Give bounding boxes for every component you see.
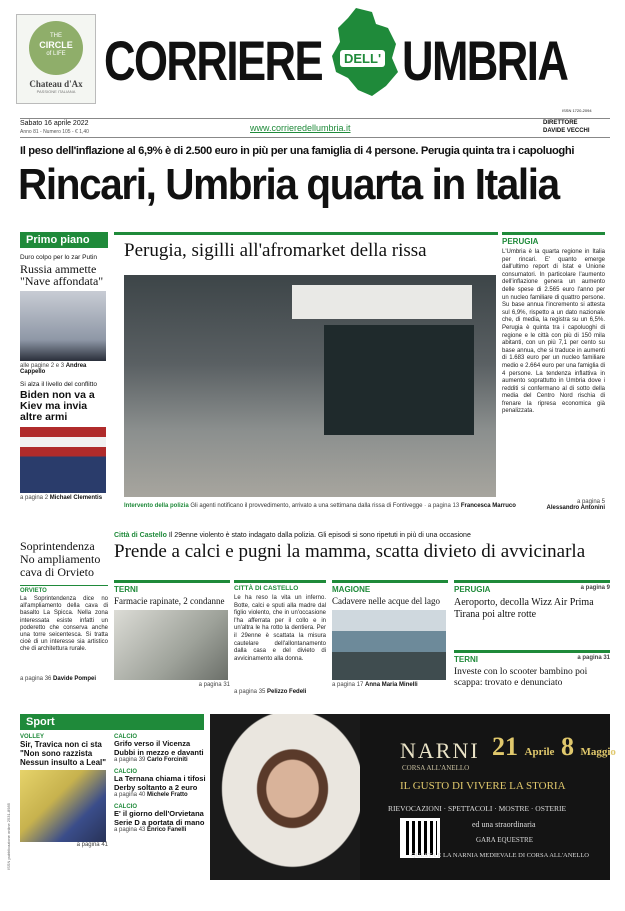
magione-label: MAGIONE — [332, 580, 448, 594]
primo-piano-kicker-1: Duro colpo per lo zar Putin — [20, 254, 97, 261]
magione-story: MAGIONE Cadavere nelle acque del lago a pagina 17 Anna Maria Minelli — [332, 580, 448, 688]
castello-story: Città di Castello Il 29enne violento è stato indagato dalla polizia. Gli episodi si sono ripetuti in più di una occasione Prende a calci e pugni la mamma, scatta divieto di avvicinarla — [114, 532, 610, 563]
main-headline: Rincari, Umbria quarta in Italia — [18, 160, 559, 209]
terni-title-2[interactable]: Investe con lo scooter bambino poi scappa: trovato e denunciato — [454, 667, 588, 688]
volley-photo — [20, 770, 106, 842]
subheadline: Il peso dell'inflazione al 6,9% è di 2.500 euro in più per una famiglia di 4 persone. Perugia quinta tra i capoluoghi — [20, 145, 575, 157]
logo-word-umbria: UMBRIA — [402, 29, 568, 92]
primo-piano-title-2[interactable]: Biden non va a Kiev ma invia altre armi — [20, 389, 95, 423]
logo-word-dell: DELL' — [340, 50, 385, 67]
narni-ad[interactable]: NARNI CORSA ALL'ANELLO 21 Aprile 8 Maggio IL GUSTO DI VIVERE LA STORIA RIEVOCAZIONI · SPETTACOLI · MOSTRE · OSTERIE ed una straordinaria GARA EQUESTRE QUESTA È LA NARNIA MEDIEVALE DI CORSA ALL'ANELLO — [210, 714, 610, 880]
perugia-label: PERUGIA — [502, 237, 539, 246]
side-strip: ISSN pubblicazione online 2531-8985 — [6, 803, 11, 870]
circle-of-life-logo: THE CIRCLE of LIFE — [29, 21, 83, 75]
primo-piano-column: Primo piano Duro colpo per lo zar Putin Russia ammette "Nave affondata" alle pagine 2 e 3 Andrea Cappello Si alza il livello del conflitto Biden non va a Kiev ma invia altre armi a pagina 2 Michael Clementis — [20, 232, 108, 530]
terni-title-1[interactable]: Farmacie rapinate, 2 condanne — [114, 596, 225, 606]
center-story-title[interactable]: Perugia, sigilli all'afromarket della rissa — [124, 240, 427, 261]
terni-story-1: TERNI Farmacie rapinate, 2 condanne a pagina 31 — [114, 580, 230, 688]
sport-section: Sport VOLLEY Sir, Travica non ci sta "Non sono razzista Nessun insulto a Leal" a pagina 41 CALCIO Grifo verso il Vicenza Dubbi in mezzo e davanti a pagina 39 Carlo Forciniti CALCIO La Ternana chiama i tifosi Derby soltanto a 2 euro a pagina 40 Michele Fratto CALCIO E' il giorno dell'Orvietana Serie D a portata di mano a pagina 43 Enrico Fanelli — [20, 716, 206, 848]
castello-label-2: CITTÀ DI CASTELLO — [234, 580, 326, 592]
sport-label: Sport — [20, 714, 204, 730]
perugia-body: L'Umbria è la quarta regione in Italia per rincari. E' quanto emerge dall'ultimo report di Istat e Unione consumatori. In particolare l'aumento dell'inflazione genera un aumento delle spese di 2.565 euro l'anno per un nucleo familiare di quattro persone. Su base annua l'incremento si attesta sul 6,9%, rispetto a un dato nazionale che, di media, la registra su un 6,5%. Perugia è quinta tra i capoluoghi di regione e le città con più di 150 mila abitanti, con un più 7,1 per cento su base annua, che si traduce in aumenti di 1.683 euro per un nucleo familiare medio e 2.664 euro per una famiglia di 4 persone. La tendenza inflattiva in aumento soprattutto in Umbria dove i redditi si confermano al di sotto della media del Centro Nord rischia di frenare la ripresa economica già penalizzata. — [502, 249, 605, 415]
castello-story-2: CITTÀ DI CASTELLO Le ha reso la vita un inferno. Botte, calci e sputi alla madre dal figlio violento, che in un'occasione l'ha afferrata per il collo e in un'altra le ha rotto la dentiera. Per il 29enne è scattata la misura cautelare dell'allontanamento dalla casa e del divieto di avvicinamento alla donna. a pagina 35 Pelizzo Fedeli — [234, 580, 326, 695]
medieval-woman-image — [210, 714, 360, 880]
perugia-story-2 — [454, 580, 610, 621]
perugia-label-2: PERUGIA a pagina 9 — [454, 580, 610, 594]
lake-photo — [332, 610, 446, 680]
castello-body-2: Le ha reso la vita un inferno. Botte, calci e sputi alla madre dal figlio violento, che in un'occasione l'ha afferrata per il collo e in un'altra le ha rotto la dentiera. Per il 29enne è scattata la misura cautelare dell'allontanamento dalla casa e del divieto di avvicinamento alla donna. — [234, 595, 326, 662]
center-story — [114, 232, 516, 530]
volley-title[interactable]: Sir, Travica non ci sta "Non sono razzista Nessun insulto a Leal" — [20, 740, 107, 767]
website-link[interactable]: www.corrieredellumbria.it — [250, 123, 351, 133]
orvieto-label: ORVIETO — [20, 585, 108, 594]
ad-logo-box: THE CIRCLE of LIFE Chateau d'Ax PASSIONE ITALIANA — [16, 14, 96, 104]
police-afromarket-photo — [124, 275, 496, 497]
narni-city: NARNI — [400, 738, 480, 763]
ad-dates: 21 Aprile 8 Maggio — [492, 732, 616, 761]
primo-piano-label: Primo piano — [20, 232, 108, 248]
orvieto-title[interactable]: Soprintendenza No ampliamento cava di Orvieto — [20, 539, 101, 579]
date-line — [20, 118, 610, 138]
calcio-title-3[interactable]: E' il giorno dell'Orvietana Serie D a portata di mano — [114, 809, 205, 827]
terni-label-1: TERNI — [114, 580, 230, 594]
terni-story-2 — [454, 650, 610, 689]
orvieto-body: La Soprintendenza dice no all'ampliamento della cava di basalto La Spicca. Nella zona interessata esiste infatti un poderetto che conserva anche una torre seicentesca. Si tratta cioè di un interesse sia artistico che di architettura rurale. — [20, 596, 108, 653]
logo-word-corriere: CORRIERE — [104, 29, 323, 92]
ad-brand: Chateau d'Ax — [29, 79, 83, 89]
perugia-title-2[interactable]: Aeroporto, decolla Wizz Air Prima Tirana poi altre rotte — [454, 597, 594, 620]
terni-label-2: TERNI a pagina 31 — [454, 650, 610, 664]
issue-number: Anno 81 - Numero 105 - € 1,40 — [20, 129, 89, 135]
putin-photo — [20, 291, 106, 361]
biden-photo — [20, 427, 106, 493]
magione-title[interactable]: Cadavere nelle acque del lago — [332, 596, 440, 606]
pharmacy-photo — [114, 610, 228, 680]
center-caption: Intervento della polizia Gli agenti notificano il provvedimento, arrivato a una settimana dalla rissa di Fontivegge · a pagina 13 Francesca Marruco — [124, 503, 516, 509]
shop-awning — [292, 285, 472, 319]
calcio-title-2[interactable]: La Ternana chiama i tifosi Derby soltanto a 2 euro — [114, 774, 206, 792]
issn: ISSN 1720-2094 — [562, 108, 592, 113]
castello-title[interactable]: Prende a calci e pugni la mamma, scatta divieto di avvicinarla — [114, 541, 586, 562]
orvieto-story: Soprintendenza No ampliamento cava di Orvieto ORVIETO La Soprintendenza dice no all'ampliamento della cava di basalto La Spicca. Nella zona interessata esiste infatti un poderetto che conserva anche una torre seicentesca. Si tratta cioè di un interesse sia artistico che di architettura rurale. a pagina 36 Davide Pompei — [20, 539, 108, 682]
calcio-title-1[interactable]: Grifo verso il Vicenza Dubbi in mezzo e davanti — [114, 739, 204, 757]
newspaper-logo — [104, 26, 590, 92]
ad-slogan: IL GUSTO DI VIVERE LA STORIA — [400, 780, 566, 792]
shop-window — [324, 325, 474, 435]
primo-piano-title-1[interactable]: Russia ammette "Nave affondata" — [20, 262, 104, 288]
director-name: DAVIDE VECCHI — [543, 128, 590, 134]
director-label: DIRETTORE — [543, 120, 578, 126]
issue-date: Sabato 16 aprile 2022 — [20, 120, 89, 127]
perugia-column: PERUGIA L'Umbria è la quarta regione in Italia per rincari. E' quanto emerge dall'ultimo report di Istat e Unione consumatori. In particolare l'aumento dell'inflazione genera un aumento delle spese di 2.565 euro l'anno per un nucleo familiare di quattro persone. Su base annua l'incremento si attesta sul 6,9%, rispetto a un dato nazionale che, di media, la registra su un 6,5%. Perugia è quinta tra i capoluoghi di regione e le città con più di 150 mila abitanti, con un più 7,1 per cento su base annua, che si traduce in aumenti di 1.683 euro per un nucleo familiare medio e 2.664 euro per una famiglia di 4 persone. La tendenza inflattiva in aumento soprattutto in Umbria dove i redditi si confermano al di sotto della media del Centro Nord rischia di frenare la ripresa economica già penalizzata. a pagina 5 Alessandro Antonini — [502, 232, 605, 530]
primo-piano-kicker-2: Si alza il livello del conflitto — [20, 381, 97, 388]
